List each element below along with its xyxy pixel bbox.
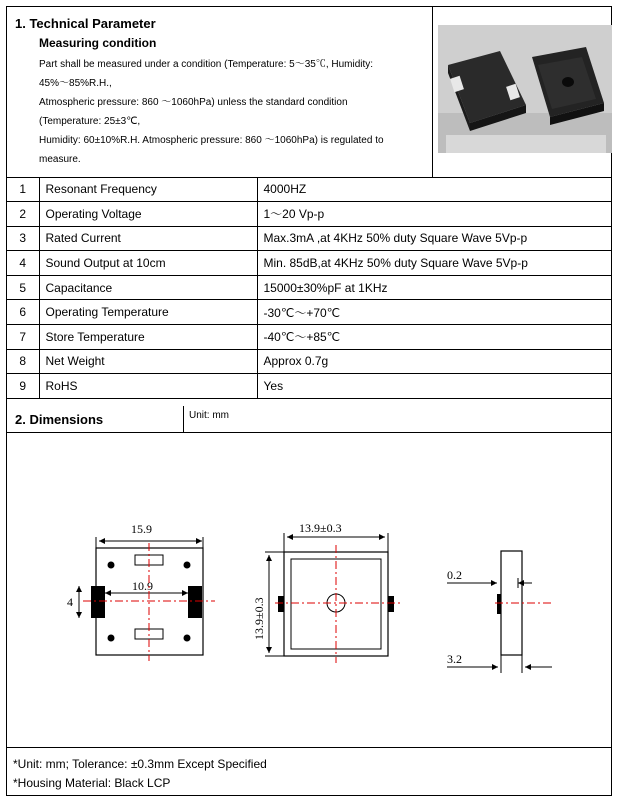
- bottom-view: [67, 522, 215, 661]
- condition-line: measure.: [39, 154, 81, 165]
- dim-left-inner: 10.9: [132, 579, 153, 593]
- notes: [13, 755, 267, 793]
- spec-row: [7, 251, 611, 276]
- section-1-title: 1. Technical Parameter: [15, 16, 156, 31]
- spec-number: 6: [7, 300, 39, 325]
- spec-row: [7, 226, 611, 251]
- spec-value: 4000HZ: [257, 177, 611, 202]
- spec-number: 5: [7, 275, 39, 300]
- note-line: *Unit: mm; Tolerance: ±0.3mm Except Specified: [13, 757, 267, 771]
- spec-parameter: Net Weight: [39, 349, 257, 374]
- condition-line: (Temperature: 25±3℃,: [39, 116, 141, 127]
- note-line: *Housing Material: Black LCP: [13, 776, 171, 790]
- spec-row: [7, 202, 611, 227]
- dimension-drawing-svg: [7, 433, 611, 747]
- spec-parameter: Operating Temperature: [39, 300, 257, 325]
- spec-parameter: Sound Output at 10cm: [39, 251, 257, 276]
- spec-value: Yes: [257, 374, 611, 399]
- spec-parameter: Rated Current: [39, 226, 257, 251]
- spec-number: 8: [7, 349, 39, 374]
- spec-table: [7, 177, 611, 399]
- condition-line: Part shall be measured under a condition (Temperature: 5～35℃, Humidity:: [39, 59, 374, 70]
- spec-number: 3: [7, 226, 39, 251]
- spec-number: 4: [7, 251, 39, 276]
- dim-left-width: 15.9: [131, 522, 152, 536]
- dimensions-header: [7, 406, 611, 433]
- spec-number: 9: [7, 374, 39, 399]
- spec-number: 1: [7, 177, 39, 202]
- top-view: [252, 521, 403, 663]
- condition-line: 45%～85%R.H.,: [39, 78, 112, 89]
- dim-side-top: 0.2: [447, 568, 462, 582]
- product-photo: [438, 25, 612, 153]
- spec-row: [7, 177, 611, 202]
- dim-mid-height: 13.9±0.3: [252, 597, 266, 640]
- spec-value: -40℃～+85℃: [257, 325, 611, 350]
- spec-row: [7, 275, 611, 300]
- spec-value: Min. 85dB,at 4KHz 50% duty Square Wave 5Vp-p: [257, 251, 611, 276]
- side-view: [447, 551, 553, 673]
- spec-value: 1～20 Vp-p: [257, 202, 611, 227]
- spec-row: [7, 349, 611, 374]
- measuring-condition-title: Measuring condition: [39, 36, 157, 50]
- dim-side-bottom: 3.2: [447, 652, 462, 666]
- spec-parameter: Capacitance: [39, 275, 257, 300]
- spec-parameter: RoHS: [39, 374, 257, 399]
- spec-value: -30℃～+70℃: [257, 300, 611, 325]
- spec-value: Approx 0.7g: [257, 349, 611, 374]
- spec-parameter: Store Temperature: [39, 325, 257, 350]
- buzzer-photo-illustration: [438, 25, 612, 153]
- spec-number: 2: [7, 202, 39, 227]
- spec-number: 7: [7, 325, 39, 350]
- condition-line: Humidity: 60±10%R.H. Atmospheric pressure: 860 ～1060hPa) is regulated to: [39, 135, 384, 146]
- spec-parameter: Resonant Frequency: [39, 177, 257, 202]
- spec-parameter: Operating Voltage: [39, 202, 257, 227]
- dim-left-height: 4: [67, 595, 73, 609]
- section-2-title: 2. Dimensions: [15, 412, 104, 427]
- dimension-drawing: [7, 433, 611, 748]
- spec-row: [7, 374, 611, 399]
- unit-label: Unit: mm: [183, 406, 229, 432]
- spec-value: Max.3mA ,at 4KHz 50% duty Square Wave 5Vp-p: [257, 226, 611, 251]
- condition-line: Atmospheric pressure: 860 ～1060hPa) unless the standard condition: [39, 97, 348, 108]
- dim-mid-width: 13.9±0.3: [299, 521, 342, 535]
- spec-row: [7, 300, 611, 325]
- measuring-condition-block: [7, 7, 433, 177]
- spec-value: 15000±30%pF at 1KHz: [257, 275, 611, 300]
- measuring-condition-text: [39, 55, 424, 169]
- technical-parameter-header: [7, 7, 611, 178]
- spec-row: [7, 325, 611, 350]
- spec-sheet: [6, 6, 612, 796]
